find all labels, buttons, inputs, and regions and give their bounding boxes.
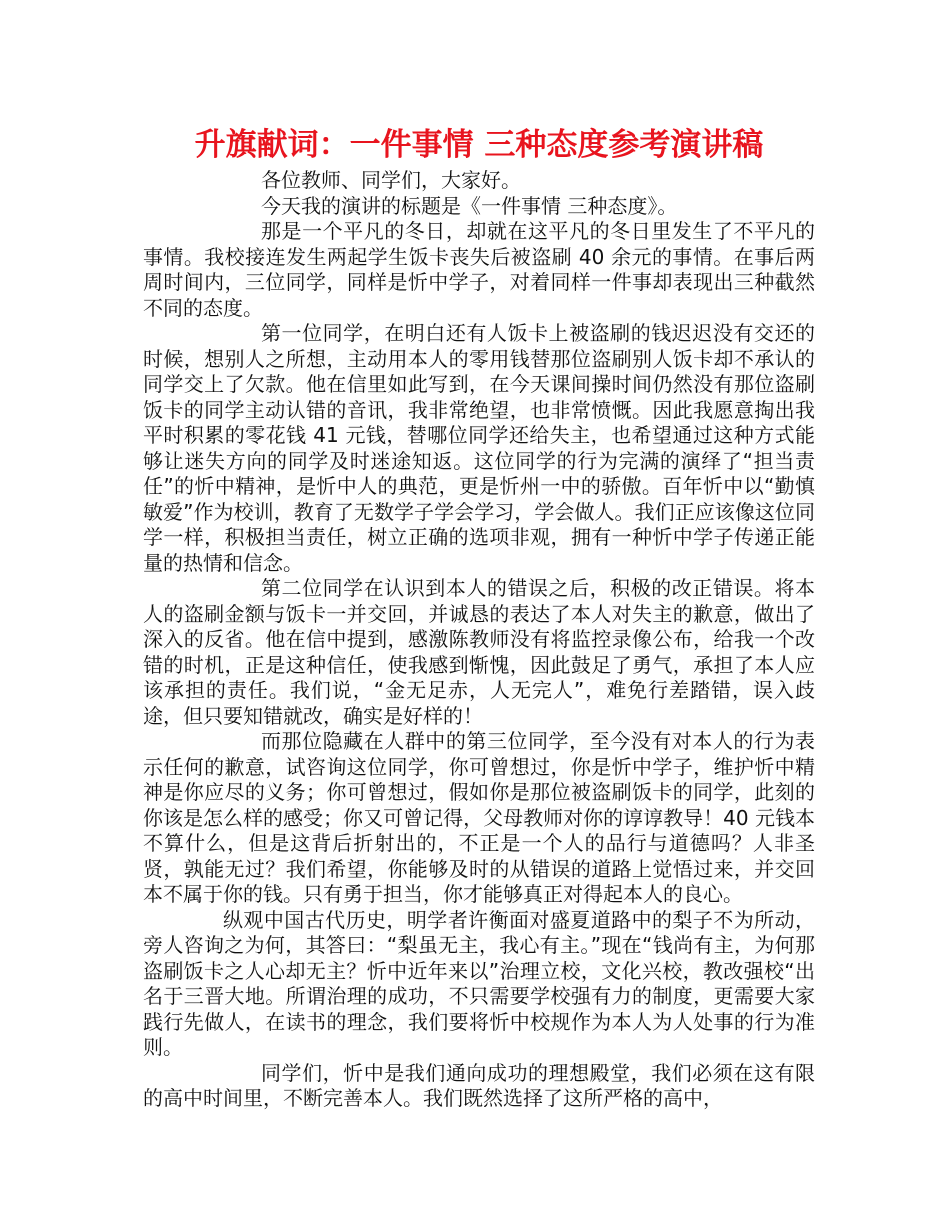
paragraph-history: 纵观中国古代历史，明学者许衡面对盛夏道路中的梨子不为所动，旁人咨询之为何，其答曰：“梨虽无主，我心有主。”现在“钱尚有主，为何那盗刷饭卡之人心却无主？忻中近年来以”治理立校，文化兴校，教改强校“出名于三晋大地。所谓治理的成功，不只需要学校强有力的制度，更需要大家践行先做人，在读书的理念，我们要将忻中校规作为本人为人处事的行为准则。 bbox=[143, 907, 815, 1059]
document-body bbox=[143, 168, 815, 1112]
paragraph-third-student: 而那位隐藏在人群中的第三位同学，至今没有对本人的行为表示任何的歉意，试咨询这位同学，你可曾想过，你是忻中学子，维护忻中精神是你应尽的义务；你可曾想过，假如你是那位被盗刷饭卡的同学，此刻的你该是怎么样的感受；你又可曾记得，父母教师对你的谆谆教导！40 元钱本不算什么，但是这背后折射出的，不正是一个人的品行与道德吗？人非圣贤，孰能无过？我们希望，你能够及时的从错误的道路上觉悟过来，并交回本不属于你的钱。只有勇于担当，你才能够真正对得起本人的良心。 bbox=[143, 729, 815, 906]
paragraph-greeting: 各位教师、同学们，大家好。 bbox=[261, 168, 521, 192]
paragraph-incident: 那是一个平凡的冬日，却就在这平凡的冬日里发生了不平凡的事情。我校接连发生两起学生饭卡丧失后被盗刷 40 余元的事情。在事后两周时间内，三位同学，同样是忻中学子，对着同样一件事却表现出三种截然不同的态度。 bbox=[143, 219, 815, 320]
document-page bbox=[143, 122, 815, 1112]
paragraph-closing: 同学们，忻中是我们通向成功的理想殿堂，我们必须在这有限的高中时间里，不断完善本人。我们既然选择了这所严格的高中， bbox=[143, 1060, 815, 1110]
paragraph-second-student: 第二位同学在认识到本人的错误之后，积极的改正错误。将本人的盗刷金额与饭卡一并交回，并诚恳的表达了本人对失主的歉意，做出了深入的反省。他在信中提到，感激陈教师没有将监控录像公布，给我一个改错的时机，正是这种信任，使我感到惭愧，因此鼓足了勇气，承担了本人应该承担的责任。我们说，“金无足赤，人无完人”，难免行差踏错，误入歧途，但只要知错就改，确实是好样的！ bbox=[143, 576, 815, 728]
document-title: 升旗献词：一件事情 三种态度参考演讲稿 bbox=[194, 127, 764, 163]
paragraph-topic: 今天我的演讲的标题是《一件事情 三种态度》。 bbox=[261, 193, 678, 218]
paragraph-first-student: 第一位同学，在明白还有人饭卡上被盗刷的钱迟迟没有交还的时候，想别人之所想，主动用本人的零用钱替那位盗刷别人饭卡却不承认的同学交上了欠款。他在信里如此写到，在今天课间操时间仍然没有那位盗刷饭卡的同学主动认错的音讯，我非常绝望，也非常愤慨。因此我愿意掏出我平时积累的零花钱 41 元钱，替哪位同学还给失主，也希望通过这种方式能够让迷失方向的同学及时迷途知返。这位同学的行为完满的演绎了“担当责任”的忻中精神，是忻中人的典范，更是忻州一中的骄傲。百年忻中以“勤慎敏爱”作为校训，教育了无数学子学会学习，学会做人。我们正应该像这位同学一样，积极担当责任，树立正确的选项非观，拥有一种忻中学子传递正能量的热情和信念。 bbox=[143, 321, 815, 575]
